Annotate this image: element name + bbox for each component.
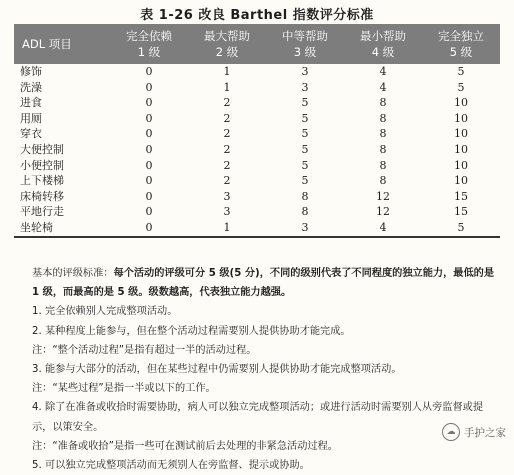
score-cell: 4	[379, 65, 387, 78]
score-cell: 10	[454, 174, 468, 188]
item-name-cell: 上下楼梯	[20, 174, 64, 188]
score-cell: 8	[379, 142, 387, 156]
score-cell: 4	[379, 80, 387, 94]
note-item: 注：“某些过程”是指一半或以下的工作。	[32, 383, 216, 395]
note-item: 1. 完全依赖别人完成整项活动。	[32, 306, 178, 318]
item-name-cell: 洗澡	[20, 80, 42, 94]
table-row	[14, 173, 500, 189]
score-cell: 10	[454, 111, 468, 125]
score-cell: 2	[223, 158, 231, 172]
note-item: 4. 除了在准备或收拾时需要协助，病人可以独立完成整项活动；或进行活动时需要别人从旁监督或提示，以策安全。	[32, 402, 484, 433]
note-item: 注：“准备或收拾”是指一些可在测试前后去处理的非紧急活动过程。	[32, 440, 338, 452]
score-cell: 10	[454, 96, 468, 110]
score-cell: 3	[223, 205, 231, 219]
table-row	[14, 111, 500, 127]
score-cell: 3	[301, 80, 309, 94]
score-cell: 0	[145, 158, 153, 172]
score-cell: 5	[457, 65, 465, 78]
table-title: 表 1-26 改良 Barthel 指数评分标准	[140, 8, 374, 23]
table-row	[14, 220, 500, 237]
item-name-cell: 进食	[20, 96, 42, 110]
score-cell: 5	[301, 111, 309, 125]
score-cell: 0	[145, 174, 153, 188]
score-cell: 0	[145, 142, 153, 156]
score-cell: 10	[454, 142, 468, 156]
watermark-text: 手护之家	[464, 426, 506, 439]
column-header-level-4: 最小帮助 4 级	[360, 29, 406, 59]
notes-intro-label: 基本的评级标准：	[32, 268, 114, 279]
score-cell: 0	[145, 205, 153, 219]
item-name-cell: 坐轮椅	[14, 220, 110, 237]
table-row	[14, 204, 500, 220]
notes-intro	[14, 264, 500, 302]
score-cell: 5	[301, 174, 309, 188]
table-row	[14, 95, 500, 111]
score-cell: 0	[110, 220, 188, 237]
score-cell: 2	[223, 111, 231, 125]
score-cell: 12	[376, 189, 390, 203]
item-name-cell: 穿衣	[20, 127, 42, 141]
score-cell: 0	[145, 80, 153, 94]
score-cell: 2	[223, 127, 231, 141]
score-cell: 15	[454, 189, 468, 203]
score-cell: 12	[376, 205, 390, 219]
score-cell: 3	[266, 220, 344, 237]
score-cell: 10	[454, 158, 468, 172]
score-cell: 2	[223, 96, 231, 110]
item-name-cell: 小便控制	[20, 158, 64, 172]
table-row	[14, 80, 500, 96]
item-name-cell: 修饰	[20, 65, 42, 78]
score-cell: 5	[301, 142, 309, 156]
column-header-level-2: 最大帮助 2 级	[204, 29, 250, 59]
column-header-level-5: 完全独立 5 级	[438, 29, 484, 59]
item-name-cell: 床椅转移	[20, 189, 64, 203]
score-cell: 5	[301, 127, 309, 141]
item-name-cell: 平地行走	[20, 205, 64, 219]
scoring-notes	[14, 264, 500, 475]
wechat-logo-icon: ☁	[442, 423, 460, 441]
score-cell: 8	[379, 127, 387, 141]
column-header-level-3: 中等帮助 3 级	[282, 29, 328, 59]
column-header-level-1: 完全依赖 1 级	[126, 29, 172, 59]
note-item: 2. 某种程度上能参与，但在整个活动过程需要别人提供协助才能完成。	[32, 325, 351, 337]
table-header-row	[14, 24, 500, 64]
note-item: 5. 可以独立完成整项活动而无须别人在旁监督、提示或协助。	[32, 460, 310, 472]
score-cell: 1	[223, 65, 231, 78]
table-row	[14, 189, 500, 205]
score-cell: 5	[422, 220, 500, 237]
column-header-adl-item: ADL 项目	[22, 37, 72, 51]
score-cell: 3	[223, 189, 231, 203]
score-cell: 8	[379, 174, 387, 188]
score-cell: 10	[454, 127, 468, 141]
score-cell: 0	[145, 111, 153, 125]
score-cell: 1	[188, 220, 266, 237]
watermark	[442, 423, 506, 441]
item-name-cell: 用厕	[20, 111, 42, 125]
score-cell: 8	[301, 189, 309, 203]
score-cell: 8	[301, 205, 309, 219]
score-cell: 8	[379, 158, 387, 172]
score-cell: 2	[223, 174, 231, 188]
score-cell: 5	[457, 80, 465, 94]
notes-intro-bold: 每个活动的评级可分 5 级(5 分)，不同的级别代表了不同程度的独立能力，最低的是 1 级，而最高的是 5 级。级数越高，代表独立能力越强。	[32, 268, 495, 299]
score-cell: 8	[379, 111, 387, 125]
score-cell: 0	[145, 127, 153, 141]
score-cell: 0	[145, 65, 153, 78]
score-cell: 8	[379, 96, 387, 110]
score-cell: 0	[145, 189, 153, 203]
barthel-index-table	[14, 24, 500, 238]
table-row	[14, 126, 500, 142]
score-cell: 15	[454, 205, 468, 219]
score-cell: 5	[301, 96, 309, 110]
score-cell: 1	[223, 80, 231, 94]
note-item: 3. 能参与大部分的活动，但在某些过程中仍需要别人提供协助才能完成整项活动。	[32, 364, 402, 376]
score-cell: 2	[223, 142, 231, 156]
score-cell: 5	[301, 158, 309, 172]
score-cell: 3	[301, 65, 309, 78]
item-name-cell: 大便控制	[20, 142, 64, 156]
score-cell: 0	[145, 96, 153, 110]
note-item: 注：“整个活动过程”是指有超过一半的活动过程。	[32, 344, 257, 356]
table-row	[14, 142, 500, 158]
table-row	[14, 64, 500, 80]
score-cell: 4	[344, 220, 422, 237]
table-row	[14, 158, 500, 174]
